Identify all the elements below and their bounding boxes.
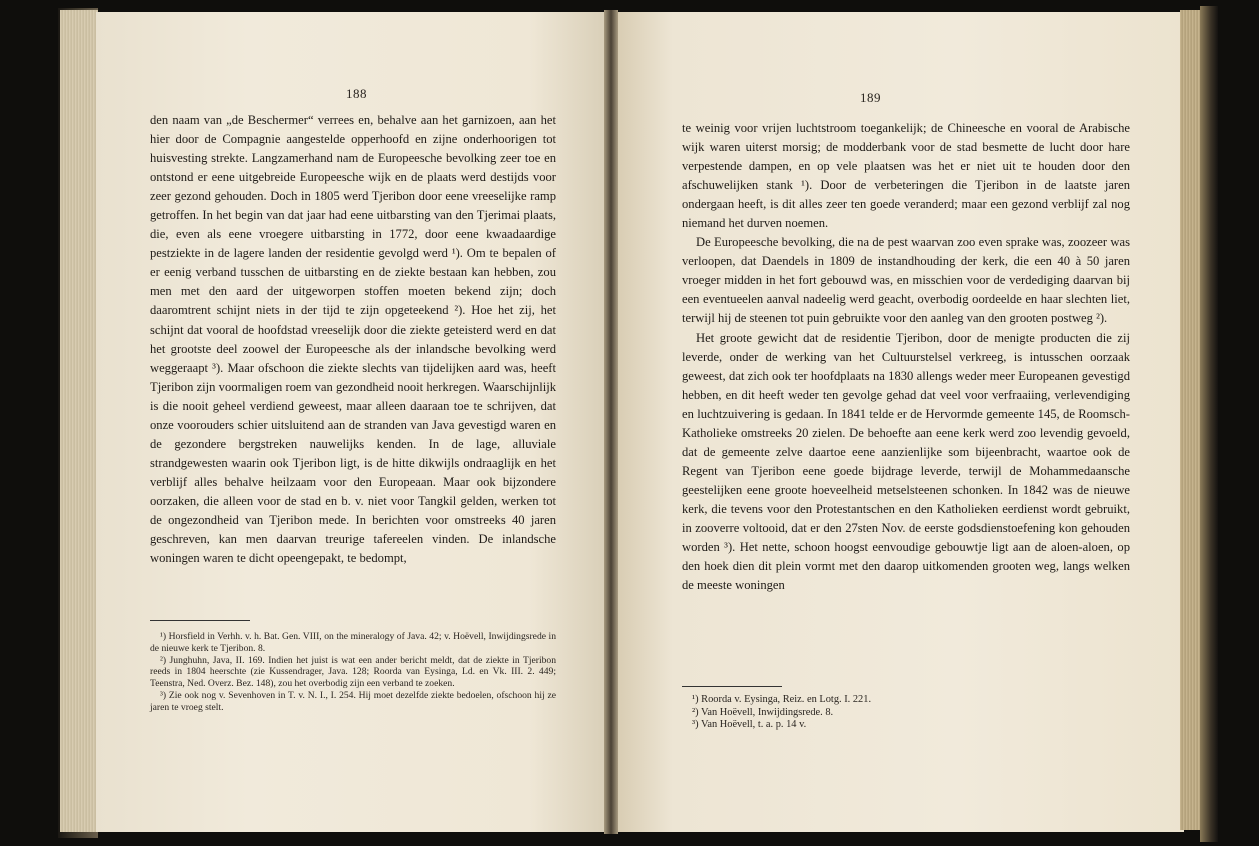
footnote: ²) Van Hoëvell, Inwijdingsrede. 8. <box>692 706 834 718</box>
page-stack-left <box>60 10 98 832</box>
right-footnotes <box>682 694 1130 732</box>
footnote: ¹) Roorda v. Eysinga, Reiz. en Lotg. I. 221. <box>692 694 872 705</box>
right-paragraph: De Europeesche bevolking, die na de pest waarvan zoo even sprake was, zoozeer was verloopen, dat Daendels in 1809 de instandhouding der kerk, die een 40 à 50 jaren vroeger midden in het fort gebouwd was, en misschien voor de verdediging daarvan bij een eventueelen aanval nadeelig werd geacht, overbodig oordeelde en haar slechten liet, terwijl hij de steenen tot puin gebruikte voor den aanleg van den grooten postweg ²). <box>682 235 1130 326</box>
right-paragraph: te weinig voor vrijen luchtstroom toegankelijk; de Chineesche en vooral de Arabische wijk waren uiterst morsig; de modderbank voor de stad besmette de lucht door hare verpestende dampen, en op vele plaatsen was het er niet uit te houden door den afschuwelijken stank ¹). Door de verbeteringen die Tjeribon in de laatste jaren ondergaan heeft, is dit alles zeer ten goede veranderd; maar een gezond verblijf zal nog niemand het durven noemen. <box>682 121 1130 231</box>
left-paragraph: den naam van „de Beschermer“ verrees en, behalve aan het garnizoen, aan het hier door de Compagnie aangestelde opperhoofd en zijne onderhoorigen tot huisvesting strekte. Langzamerhand nam de Europeesche bevolking zeer toe en ontstond er eene uitgebreide Europeesche wijk en de plaats werd destijds voor zeer gezond gehouden. Doch in 1805 werd Tjeribon door eene vreeselijke ramp getroffen. In het begin van dat jaar had eene uitbarsting van den Tjerimai plaats, die, even als eene vroegere uitbarsting in 1772, door eene kwaadaardige pestziekte in de lagere landen der residentie gevolgd werd ¹). Om te bepalen of er eenig verband tusschen de uitbarsting en de ziekte bestaan kan hebben, zou men met den aard der uitgeworpen stoffen moeten bekend zijn; doch daaromtrent schijnt niets in der tijd te zijn opgeteekend ²). Hoe het zij, het schijnt dat vooral de hoofdstad vreeselijk door die ziekte geteisterd werd en dat het grootste deel zoowel der Europeesche als der inlandsche bevolking werd weggeraapt ³). Maar ofschoon die ziekte slechts van tijdelijken aard was, heeft Tjeribon zijn voormaligen roem van gezondheid nooit herkregen. Waarschijnlijk is die nooit geheel verdiend geweest, maar alleen daaraan toe te schrijven, dat onze voorouders schier uitsluitend aan de stranden van Java gevestigd waren en de gezondere bergstreken nauwelijks kenden. In de lage, alluviale strandgewesten waarin ook Tjeribon ligt, is de hitte dikwijls ondraaglijk en het verblijf alles behalve heilzaam voor den Europeaan. Maar ook bijzondere oorzaken, die alleen voor de stad en b. v. niet voor Tangkil gelden, werken tot de ongezondheid van Tjeribon mede. In berichten voor omstreeks 40 jaren geschreven, kan men daarvan treurige tafereelen vinden. De inlandsche woningen waren te dicht opeengepakt, te bedompt, <box>150 113 556 566</box>
footnote: ³) Zie ook nog v. Sevenhoven in T. v. N. I., I. 254. Hij moet dezelfde ziekte bedoelen, ofschoon hij ze jaren te vroeg stelt. <box>150 689 556 713</box>
footnote-rule-right <box>682 686 782 687</box>
footnote: ²) Junghuhn, Java, II. 169. Indien het juist is wat een ander bericht meldt, dat de ziekte in Tjeribon reeds in 1804 heerschte (zie Kussendrager, Java. 128; Roorda van Eysinga, Ld. en Vk. III. 2. 449; Teenstra, Ned. Overz. Bez. 148), zou het overbodig zijn een verband te zoeken. <box>150 654 556 690</box>
book-gutter <box>604 10 618 834</box>
footnote: ³) Van Hoëvell, t. a. p. 14 v. <box>692 719 807 731</box>
right-paragraph: Het groote gewicht dat de residentie Tjeribon, door de menigte producten die zij leverde, onder de werking van het Cultuurstelsel verkreeg, is intusschen oorzaak geweest, dat zich ook ter hoofdplaats na 1830 allengs weder meer Europeanen gevestigd hebben, en dit heeft weder ten gevolge gehad dat veel voor verfraaiing, verlevendiging en luchtzuivering is gedaan. In 1841 telde er de Hervormde gemeente 145, de Roomsch-Katholieke omstreeks 20 zielen. De behoefte aan eene kerk werd zoo levendig gevoeld, dat de gemeente zelve daartoe eene aanzienlijke som bijeenbracht, waartoe ook de Regent van Tjeribon eene goede bijdrage leverde, terwijl de Mohammedaansche geestelijken eene groote hoeveelheid metselsteenen schonken. In 1842 was de nieuwe kerk, die tevens voor den Protestantschen en den Katholieken eerdienst wordt gebruikt, in zooverre voltooid, dat er den 27sten Nov. de eerste godsdienstoefening kon gehouden worden ³). Het nette, schoon hoogst eenvoudige gebouwtje ligt aan de aloen-aloen, op den hoek dien dit plein vormt met den daarop uitkomenden grooten weg, langs welken de meeste woningen <box>682 330 1130 593</box>
left-page-body <box>150 111 556 568</box>
right-page-number: 189 <box>860 90 881 105</box>
right-page-body <box>682 119 1130 595</box>
footnote-rule-left <box>150 620 250 621</box>
left-footnotes <box>150 631 556 714</box>
page-stack-right <box>1180 10 1202 830</box>
footnote: ¹) Horsfield in Verhh. v. h. Bat. Gen. VIII, on the mineralogy of Java. 42; v. Hoëvell, Inwijdingsrede in de nieuwe kerk te Tjeribon. 8. <box>150 631 556 654</box>
book-cover-right-edge <box>1200 6 1218 842</box>
left-page-number: 188 <box>346 86 367 101</box>
